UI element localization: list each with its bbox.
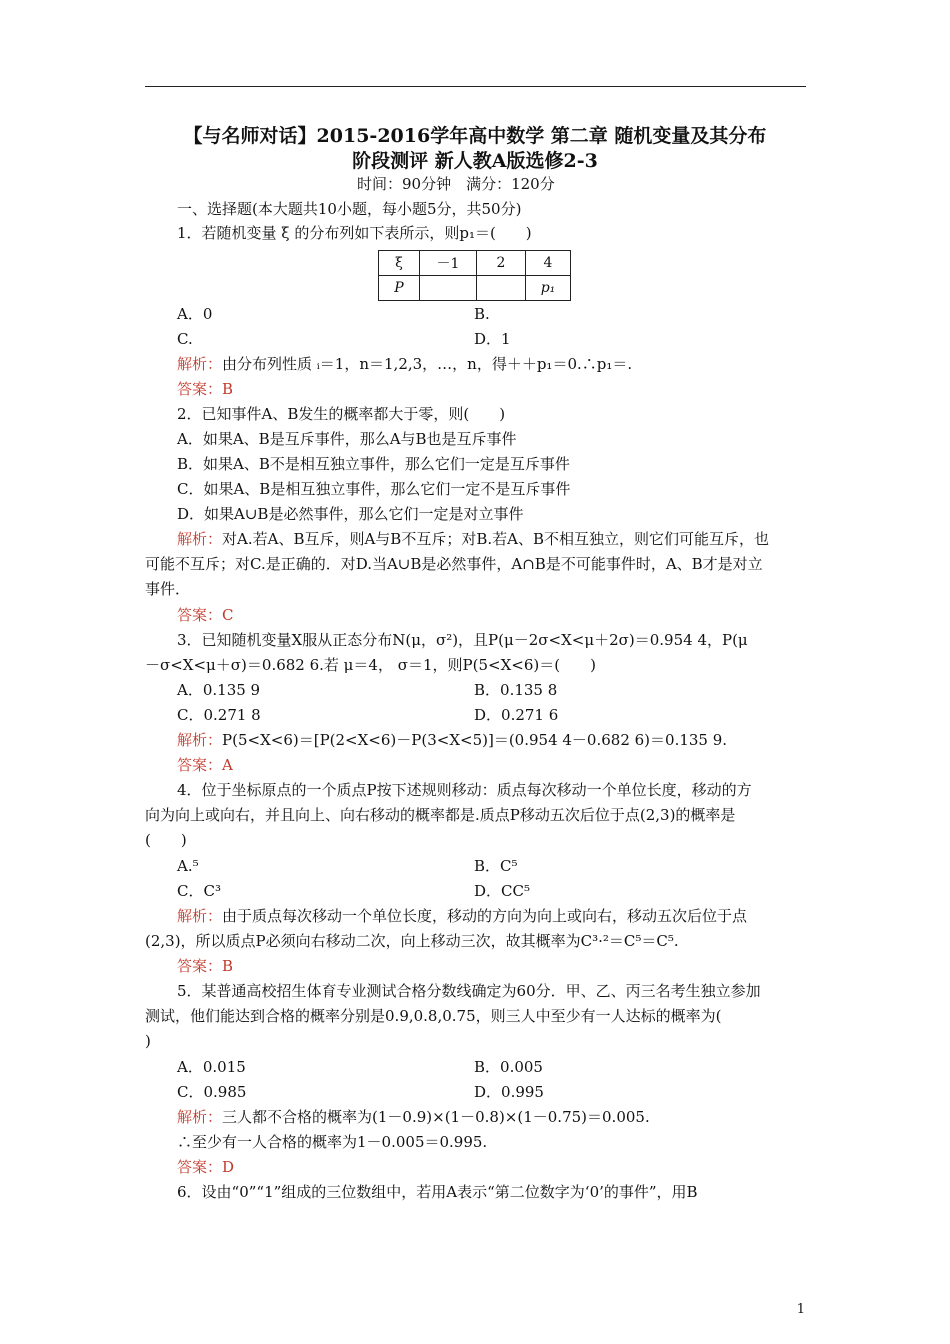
- q1-option-a: A．0: [177, 305, 213, 323]
- q5-option-a: A．0.015: [177, 1058, 246, 1076]
- q4-option-d: D．CC⁵: [474, 882, 530, 900]
- q5-stem-line1: 5．某普通高校招生体育专业测试合格分数线确定为60分．甲、乙、丙三名考生独立参加: [177, 982, 761, 1000]
- q5-solution-line2: ∴至少有一人合格的概率为1－0.005＝0.995.: [177, 1133, 488, 1151]
- q4-option-b: B．C⁵: [474, 857, 518, 875]
- q2-option-c: C．如果A、B是相互独立事件，那么它们一定不是互斥事件: [177, 480, 571, 498]
- q3-answer: 答案：A: [177, 756, 233, 774]
- q1-solution: [177, 354, 632, 374]
- q2-solution-line1: [177, 529, 769, 549]
- table-cell: [477, 276, 526, 301]
- q4-solution-line2: (2,3)，所以质点P必须向右移动二次，向上移动三次，故其概率为C³·²＝C⁵＝C⁵.: [145, 932, 679, 950]
- solution-label: 解析：: [177, 731, 223, 749]
- q1-stem: 1．若随机变量 ξ 的分布列如下表所示，则p₁＝( ): [177, 224, 532, 242]
- distribution-table: [378, 250, 571, 301]
- solution-text: P(5<X<6)＝[P(2<X<6)－P(3<X<5)]＝(0.954 4－0.682 6)＝0.135 9.: [222, 731, 728, 749]
- q3-option-d: D．0.271 6: [474, 706, 559, 724]
- q2-stem: 2．已知事件A、B发生的概率都大于零，则( ): [177, 405, 506, 423]
- table-cell: P: [379, 276, 420, 301]
- page-number: 1: [796, 1302, 805, 1317]
- table-cell: ξ: [379, 251, 420, 276]
- table-cell: 4: [526, 251, 571, 276]
- time-info: 时间：90分钟 满分：120分: [357, 175, 555, 193]
- q1-option-b: B.: [474, 305, 490, 323]
- table-cell: p₁: [526, 276, 571, 301]
- q4-stem-line2: 向为向上或向右，并且向上、向右移动的概率都是.质点P移动五次后位于点(2,3)的概率是: [145, 806, 736, 824]
- table-row: [379, 251, 571, 276]
- q2-option-d: D．如果A∪B是必然事件，那么它们一定是对立事件: [177, 505, 524, 523]
- q5-option-d: D．0.995: [474, 1083, 544, 1101]
- q5-stem-line3: ): [145, 1032, 151, 1050]
- q2-solution-line3: 事件．: [145, 580, 191, 598]
- solution-label: 解析：: [177, 530, 223, 548]
- q5-stem-line2: 测试，他们能达到合格的概率分别是0.9,0.8,0.75，则三人中至少有一人达标的概率为(: [145, 1007, 722, 1025]
- header-rule: [145, 86, 806, 87]
- q3-solution: [177, 730, 727, 750]
- q5-option-b: B．0.005: [474, 1058, 543, 1076]
- solution-text: 三人都不合格的概率为(1－0.9)×(1－0.8)×(1－0.75)＝0.005.: [222, 1108, 650, 1126]
- q5-option-c: C．0.985: [177, 1083, 247, 1101]
- q3-stem-line2: －σ<X<μ＋σ)＝0.682 6.若 μ＝4， σ＝1，则P(5<X<6)＝( ): [145, 656, 596, 674]
- solution-label: 解析：: [177, 1108, 223, 1126]
- section-heading: 一、选择题(本大题共10小题，每小题5分，共50分): [177, 200, 522, 218]
- q4-answer: 答案：B: [177, 957, 234, 975]
- q5-answer: 答案：D: [177, 1158, 235, 1176]
- q6-stem-line1: 6．设由“0”“1”组成的三位数组中，若用A表示“第二位数字为‘0’的事件”，用B: [177, 1183, 698, 1201]
- solution-text: 对A.若A、B互斥，则A与B不互斥；对B.若A、B不相互独立，则它们可能互斥，也: [222, 530, 769, 548]
- q2-option-a: A．如果A、B是互斥事件，那么A与B也是互斥事件: [177, 430, 517, 448]
- solution-label: 解析：: [177, 355, 223, 373]
- doc-title-line2: 阶段测评 新人教A版选修2-3: [352, 150, 598, 172]
- table-cell: －1: [420, 251, 477, 276]
- doc-title-line1: 【与名师对话】2015-2016学年高中数学 第二章 随机变量及其分布: [183, 125, 767, 147]
- q1-option-c: C.: [177, 330, 193, 348]
- q4-solution-line1: [177, 906, 747, 926]
- q4-option-c: C．C³: [177, 882, 221, 900]
- q2-answer: 答案：C: [177, 606, 234, 624]
- q2-option-b: B．如果A、B不是相互独立事件，那么它们一定是互斥事件: [177, 455, 570, 473]
- q3-stem-line1: 3．已知随机变量X服从正态分布N(μ，σ²)，且P(μ－2σ<X<μ＋2σ)＝0.954 4，P(μ: [177, 631, 748, 649]
- q3-option-a: A．0.135 9: [177, 681, 261, 699]
- q5-solution-line1: [177, 1107, 650, 1127]
- q4-stem-line3: ( ): [145, 831, 187, 849]
- solution-label: 解析：: [177, 907, 223, 925]
- table-row: [379, 276, 571, 301]
- table-cell: 2: [477, 251, 526, 276]
- q3-option-c: C．0.271 8: [177, 706, 261, 724]
- q3-option-b: B．0.135 8: [474, 681, 558, 699]
- q1-option-d: D．1: [474, 330, 511, 348]
- q4-option-a: A.⁵: [177, 857, 199, 875]
- solution-text: 由分布列性质 ᵢ＝1，n＝1,2,3，…，n，得＋＋p₁＝0.∴p₁＝.: [222, 355, 633, 373]
- q1-answer: 答案：B: [177, 380, 234, 398]
- q4-stem-line1: 4．位于坐标原点的一个质点P按下述规则移动：质点每次移动一个单位长度，移动的方: [177, 781, 752, 799]
- q2-solution-line2: 可能不互斥；对C.是正确的．对D.当A∪B是必然事件，A∩B是不可能事件时，A、B才是对立: [145, 555, 763, 573]
- table-cell: [420, 276, 477, 301]
- solution-text: 由于质点每次移动一个单位长度，移动的方向为向上或向右，移动五次后位于点: [222, 907, 748, 925]
